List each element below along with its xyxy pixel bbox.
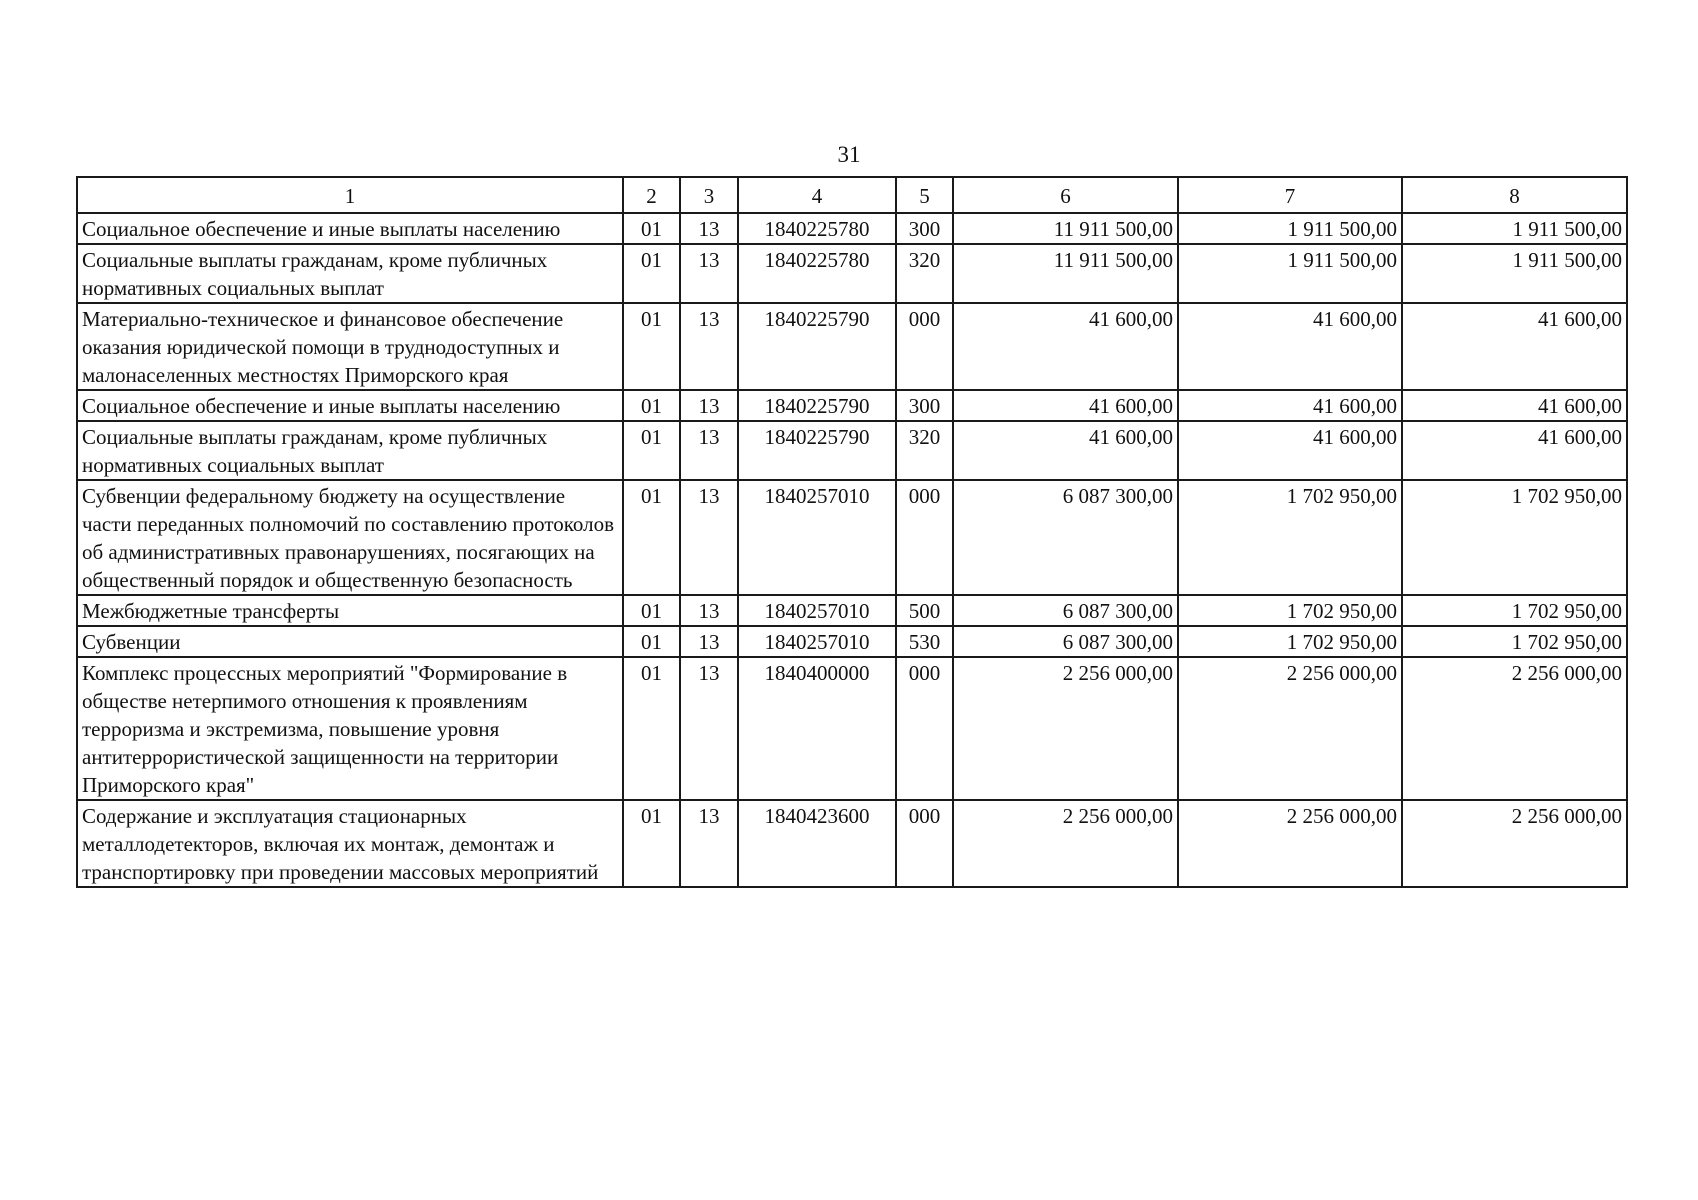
- row-subsection-code: 13: [680, 626, 738, 657]
- row-name: Субвенции: [77, 626, 623, 657]
- row-amount-col8: 41 600,00: [1402, 390, 1627, 421]
- row-amount-col6: 6 087 300,00: [953, 595, 1178, 626]
- table-row: [77, 303, 1627, 390]
- row-expense-type: 300: [896, 390, 953, 421]
- row-section-code: 01: [623, 480, 680, 595]
- row-name: Субвенции федеральному бюджету на осуществление части переданных полномочий по составлению протоколов об административных правонарушениях, посягающих на общественный порядок и общественную безопасность: [77, 480, 623, 595]
- row-subsection-code: 13: [680, 595, 738, 626]
- row-name: Социальное обеспечение и иные выплаты населению: [77, 390, 623, 421]
- row-amount-col8: 41 600,00: [1402, 303, 1627, 390]
- row-section-code: 01: [623, 657, 680, 800]
- row-section-code: 01: [623, 303, 680, 390]
- row-amount-col6: 2 256 000,00: [953, 657, 1178, 800]
- row-subsection-code: 13: [680, 303, 738, 390]
- row-target-article: 1840257010: [738, 626, 896, 657]
- column-header-3: 3: [680, 177, 738, 213]
- row-target-article: 1840225790: [738, 390, 896, 421]
- row-name: Комплекс процессных мероприятий "Формирование в обществе нетерпимого отношения к проявлениям терроризма и экстремизма, повышение уровня антитеррористической защищенности на территории Приморского края": [77, 657, 623, 800]
- row-subsection-code: 13: [680, 480, 738, 595]
- row-expense-type: 300: [896, 213, 953, 244]
- column-header-5: 5: [896, 177, 953, 213]
- row-amount-col8: 1 702 950,00: [1402, 595, 1627, 626]
- column-header-7: 7: [1178, 177, 1402, 213]
- row-subsection-code: 13: [680, 244, 738, 303]
- row-amount-col8: 2 256 000,00: [1402, 800, 1627, 887]
- table-row: [77, 626, 1627, 657]
- row-amount-col8: 41 600,00: [1402, 421, 1627, 480]
- page-number: 31: [837, 142, 861, 167]
- row-name: Межбюджетные трансферты: [77, 595, 623, 626]
- row-section-code: 01: [623, 390, 680, 421]
- column-header-6: 6: [953, 177, 1178, 213]
- row-amount-col8: 1 702 950,00: [1402, 480, 1627, 595]
- row-section-code: 01: [623, 213, 680, 244]
- row-amount-col7: 2 256 000,00: [1178, 657, 1402, 800]
- row-amount-col6: 11 911 500,00: [953, 244, 1178, 303]
- row-amount-col7: 1 911 500,00: [1178, 244, 1402, 303]
- row-amount-col7: 2 256 000,00: [1178, 800, 1402, 887]
- table-row: [77, 213, 1627, 244]
- row-amount-col6: 41 600,00: [953, 421, 1178, 480]
- row-amount-col8: 1 911 500,00: [1402, 244, 1627, 303]
- row-section-code: 01: [623, 626, 680, 657]
- row-target-article: 1840225780: [738, 213, 896, 244]
- table-row: [77, 595, 1627, 626]
- row-amount-col8: 2 256 000,00: [1402, 657, 1627, 800]
- row-amount-col8: 1 911 500,00: [1402, 213, 1627, 244]
- row-section-code: 01: [623, 421, 680, 480]
- row-expense-type: 000: [896, 480, 953, 595]
- column-header-8: 8: [1402, 177, 1627, 213]
- column-header-4: 4: [738, 177, 896, 213]
- row-name: Социальные выплаты гражданам, кроме публичных нормативных социальных выплат: [77, 244, 623, 303]
- row-subsection-code: 13: [680, 421, 738, 480]
- table-row: [77, 390, 1627, 421]
- table-row: [77, 421, 1627, 480]
- column-number-row: [77, 177, 1627, 213]
- row-name: Социальные выплаты гражданам, кроме публичных нормативных социальных выплат: [77, 421, 623, 480]
- row-amount-col7: 41 600,00: [1178, 390, 1402, 421]
- row-expense-type: 000: [896, 800, 953, 887]
- row-amount-col7: 41 600,00: [1178, 421, 1402, 480]
- row-subsection-code: 13: [680, 800, 738, 887]
- row-target-article: 1840225780: [738, 244, 896, 303]
- row-target-article: 1840257010: [738, 480, 896, 595]
- table-row: [77, 244, 1627, 303]
- row-subsection-code: 13: [680, 213, 738, 244]
- row-amount-col8: 1 702 950,00: [1402, 626, 1627, 657]
- table-row: [77, 800, 1627, 887]
- budget-table: [76, 176, 1628, 888]
- row-amount-col7: 1 702 950,00: [1178, 480, 1402, 595]
- table-row: [77, 657, 1627, 800]
- row-amount-col7: 1 911 500,00: [1178, 213, 1402, 244]
- row-target-article: 1840423600: [738, 800, 896, 887]
- row-amount-col6: 6 087 300,00: [953, 626, 1178, 657]
- column-header-1: 1: [77, 177, 623, 213]
- row-amount-col6: 6 087 300,00: [953, 480, 1178, 595]
- row-expense-type: 000: [896, 657, 953, 800]
- table-row: [77, 480, 1627, 595]
- row-subsection-code: 13: [680, 390, 738, 421]
- row-expense-type: 000: [896, 303, 953, 390]
- row-target-article: 1840400000: [738, 657, 896, 800]
- row-expense-type: 320: [896, 421, 953, 480]
- row-expense-type: 500: [896, 595, 953, 626]
- row-expense-type: 530: [896, 626, 953, 657]
- row-target-article: 1840257010: [738, 595, 896, 626]
- row-amount-col7: 41 600,00: [1178, 303, 1402, 390]
- row-name: Материально-техническое и финансовое обеспечение оказания юридической помощи в труднодоступных и малонаселенных местностях Приморского края: [77, 303, 623, 390]
- row-amount-col7: 1 702 950,00: [1178, 626, 1402, 657]
- row-section-code: 01: [623, 800, 680, 887]
- row-amount-col6: 2 256 000,00: [953, 800, 1178, 887]
- row-amount-col6: 41 600,00: [953, 303, 1178, 390]
- row-amount-col7: 1 702 950,00: [1178, 595, 1402, 626]
- column-header-2: 2: [623, 177, 680, 213]
- row-amount-col6: 41 600,00: [953, 390, 1178, 421]
- row-target-article: 1840225790: [738, 421, 896, 480]
- row-section-code: 01: [623, 595, 680, 626]
- row-expense-type: 320: [896, 244, 953, 303]
- row-subsection-code: 13: [680, 657, 738, 800]
- row-name: Содержание и эксплуатация стационарных металлодетекторов, включая их монтаж, демонтаж и транспортировку при проведении массовых мероприятий: [77, 800, 623, 887]
- row-target-article: 1840225790: [738, 303, 896, 390]
- row-amount-col6: 11 911 500,00: [953, 213, 1178, 244]
- row-name: Социальное обеспечение и иные выплаты населению: [77, 213, 623, 244]
- row-section-code: 01: [623, 244, 680, 303]
